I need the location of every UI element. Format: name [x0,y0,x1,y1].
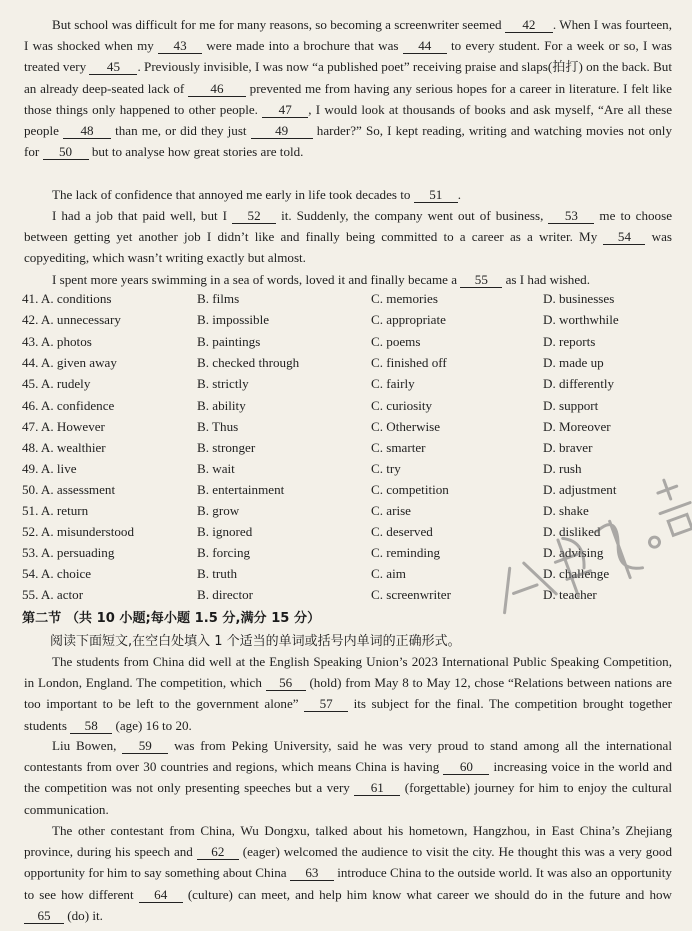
option-b: B. wait [197,461,235,476]
option-row [22,545,682,566]
blank-62[interactable]: 62 [197,844,239,860]
blank-60[interactable]: 60 [443,759,489,775]
option-row [22,461,682,482]
blank-61[interactable]: 61 [354,780,400,796]
option-c: C. reminding [371,545,441,560]
blank-46[interactable]: 46 [188,81,246,97]
option-b: B. ability [197,398,246,413]
option-d: D. disliked [543,524,601,539]
blank-63[interactable]: 63 [290,865,334,881]
blank-64[interactable]: 64 [139,887,183,903]
option-b: B. director [197,587,253,602]
option-c: C. deserved [371,524,433,539]
option-c: C. Otherwise [371,419,441,434]
option-c: C. fairly [371,376,415,391]
blank-55[interactable]: 55 [460,272,502,288]
section-2-instruction: 阅读下面短文,在空白处填入 1 个适当的单词或括号内单词的正确形式。 [50,634,461,649]
option-c: C. smarter [371,440,426,455]
option-c: C. appropriate [371,312,446,327]
blank-48[interactable]: 48 [63,123,111,139]
blank-47[interactable]: 47 [262,102,308,118]
option-c: C. poems [371,334,421,349]
blank-45[interactable]: 45 [89,59,137,75]
blank-58[interactable]: 58 [70,718,112,734]
option-d: D. support [543,398,599,413]
option-b: B. impossible [197,312,270,327]
option-d: D. rush [543,461,582,476]
option-row [22,482,682,503]
option-c: C. arise [371,503,411,518]
option-b: B. Thus [197,419,239,434]
option-b: B. entertainment [197,482,285,497]
blank-54[interactable]: 54 [603,229,645,245]
option-c: C. curiosity [371,398,433,413]
option-a: 50. A. assessment [22,482,116,497]
blank-59[interactable]: 59 [122,738,168,754]
blank-65[interactable]: 65 [24,908,64,924]
option-c: C. memories [371,291,438,306]
option-c: C. competition [371,482,449,497]
passage-a-paragraph-1: But school was difficult for me for many reasons, so becoming a screenwriter seemed 42 . When I was fourteen, I was shocked when my 43 were made into a brochure that was 44 to every student. For a week or so, I was treated very 45 . Previously invisible, I was now “a published poet” receiving praise and slaps(拍打) on the back. But an already deep-seated lack of 46 prevented me from having any serious hopes for a career in literature. I felt like those things only happened to other people. 47 , I would look at thousands of books and ask myself, “Are all these people 48 than me, or did they just 49 harder?” So, I kept reading, writing and watching movies not only for 50 but to analyse how great stories are told. [24,17,673,160]
blank-51[interactable]: 51 [414,187,458,203]
option-row [22,524,682,545]
option-d: D. businesses [543,291,615,306]
option-a: 54. A. choice [22,566,92,581]
option-b: B. truth [197,566,238,581]
option-b: B. stronger [197,440,256,455]
passage-b-paragraph-3: The other contestant from China, Wu Dongxu, talked about his hometown, Hangzhou, in East China’s Zhejiang province, during his speech and 62 (eager) welcomed the audience to visit the city. He thought this was a very good opportunity for him to say something about China 63 introduce China to the outside world. It was also an opportunity to see how different 64 (culture) can meet, and help him know what career we should do in the future and how 65 (do) it. [24,823,672,923]
blank-50[interactable]: 50 [43,144,89,160]
option-d: D. adjustment [543,482,617,497]
blank-42[interactable]: 42 [505,17,553,33]
blank-44[interactable]: 44 [403,38,447,54]
passage-b-paragraph-2: Liu Bowen, 59 was from Peking University, said he was very proud to stand among all the international contestants from over 30 countries and regions, which means China is having 60 increasing voice in the world and the competition was not only presenting speeches but a very 61 (forgettable) journey for him to enjoy the cultural communication. [24,738,672,817]
option-d: D. reports [543,334,596,349]
option-a: 55. A. actor [22,587,84,602]
option-a: 49. A. live [22,461,77,476]
option-b: B. forcing [197,545,251,560]
passage-a-paragraph-4: I spent more years swimming in a sea of words, loved it and finally became a 55 as I had wished. [52,272,590,287]
option-d: D. Moreover [543,419,611,434]
blank-49[interactable]: 49 [251,123,313,139]
option-c: C. aim [371,566,406,581]
passage-b-paragraph-1: The students from China did well at the English Speaking Union’s 2023 International Public Speaking Competition, in London, England. The competition, which 56 (hold) from May 8 to May 12, chose “Relations between nations are too important to be left to the government alone” 57 its subject for the final. The competition brought together students 58 (age) 16 to 20. [24,654,672,733]
section-2-title: 第二节 （共 10 小题;每小题 1.5 分,满分 15 分） [22,611,321,626]
blank-57[interactable]: 57 [304,696,348,712]
option-a: 52. A. misunderstood [22,524,135,539]
option-a: 51. A. return [22,503,89,518]
option-c: C. try [371,461,401,476]
option-row [22,419,682,440]
option-d: D. shake [543,503,589,518]
option-d: D. advising [543,545,604,560]
option-row [22,334,682,355]
option-c: C. finished off [371,355,447,370]
option-c: C. screenwriter [371,587,451,602]
option-d: D. worthwhile [543,312,619,327]
option-b: B. paintings [197,334,261,349]
option-a: 48. A. wealthier [22,440,106,455]
option-row [22,312,682,333]
option-a: 42. A. unnecessary [22,312,121,327]
option-b: B. ignored [197,524,253,539]
option-a: 53. A. persuading [22,545,115,560]
option-row [22,503,682,524]
blank-56[interactable]: 56 [266,675,306,691]
option-b: B. grow [197,503,240,518]
option-a: 47. A. However [22,419,105,434]
option-row [22,376,682,397]
option-row [22,566,682,587]
option-d: D. teacher [543,587,597,602]
option-a: 45. A. rudely [22,376,91,391]
option-d: D. challenge [543,566,610,581]
blank-52[interactable]: 52 [232,208,276,224]
option-b: B. films [197,291,240,306]
option-row [22,291,682,312]
option-b: B. checked through [197,355,300,370]
blank-43[interactable]: 43 [158,38,202,54]
option-a: 44. A. given away [22,355,117,370]
option-d: D. braver [543,440,593,455]
option-d: D. made up [543,355,604,370]
option-a: 43. A. photos [22,334,92,349]
option-a: 41. A. conditions [22,291,112,306]
option-a: 46. A. confidence [22,398,115,413]
passage-a-paragraph-2: The lack of confidence that annoyed me early in life took decades to 51 . [52,187,462,202]
option-b: B. strictly [197,376,249,391]
option-d: D. differently [543,376,615,391]
option-row [22,398,682,419]
option-row [22,355,682,376]
blank-53[interactable]: 53 [548,208,594,224]
option-row [22,587,682,608]
option-row [22,440,682,461]
passage-a-paragraph-3: I had a job that paid well, but I 52 it. Suddenly, the company went out of business, 53 me to choose between getting yet another job I didn’t like and finally being committed to a career as a writer. My 54 was copyediting, which wasn’t writing exactly but almost. [24,208,672,266]
